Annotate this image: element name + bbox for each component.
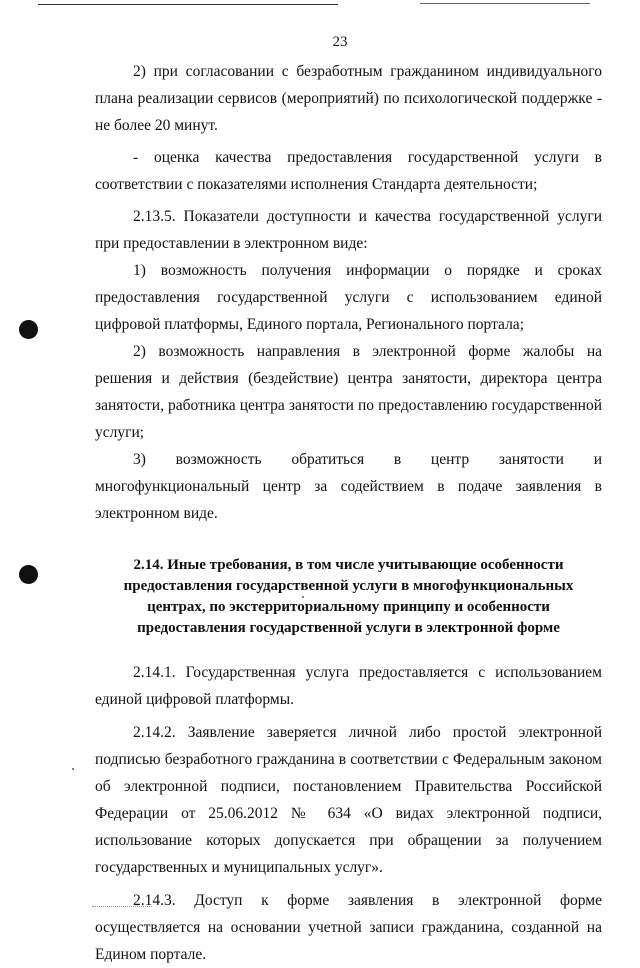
heading-line: предоставления государственной услуги в многофункциональных <box>123 578 574 594</box>
paragraph-item-2: 2) при согласовании с безработным гражданином индивидуального плана реализации сервисов (мероприятий) по психологической поддержке - не более 20 минут. <box>95 63 602 134</box>
punch-hole-upper <box>19 320 38 339</box>
heading-line: предоставления государственной услуги в электронной форме <box>137 620 560 636</box>
paragraph-item-1: 1) возможность получения информации о порядке и сроках предоставления государственной услуги с использованием единой цифровой платформы, Единого портала, Регионального портала; <box>95 262 602 333</box>
paragraph-quality-assessment: - оценка качества предоставления государственной услуги в соответствии с показателями исполнения Стандарта деятельности; <box>95 149 602 193</box>
paragraph-2-14-2: 2.14.2. Заявление заверяется личной либо простой электронной подписью безработного гражданина в соответствии с Федеральным законом об электронной подписи, постановлением Правительства Российской Федерации от 25.06.2012 № 634 «О видах электронной подписи, использование которых допускается при обращении за получением государственных и муниципальных услуг». <box>95 724 602 876</box>
paragraph-2-14-1: 2.14.1. Государственная услуга предоставляется с использованием единой цифровой платформы. <box>95 664 602 708</box>
top-scan-line <box>38 4 338 5</box>
heading-line: 2.14. Иные требования, в том числе учитывающие особенности <box>133 557 564 573</box>
top-scan-line-right <box>420 3 590 4</box>
paragraph-2-13-5: 2.13.5. Показатели доступности и качества государственной услуги при предоставлении в электронном виде: <box>95 208 602 252</box>
paragraph-2-14-3: 2.14.3. Доступ к форме заявления в электронной форме осуществляется на основании учетной записи гражданина, созданной на Едином портале. <box>95 892 602 963</box>
paragraph-item-2-complaint: 2) возможность направления в электронной форме жалобы на решения и действия (бездействие) центра занятости, директора центра занятости, работника центра занятости по предоставлению государственной услуги; <box>95 343 602 441</box>
section-heading-2-14 <box>95 555 602 639</box>
document-body <box>95 58 602 968</box>
heading-line: центрах, по экстерриториальному принципу и особенности <box>147 599 550 615</box>
paragraph-item-3: 3) возможность обратиться в центр занятости и многофункциональный центр за содействием в подаче заявления в электронном виде. <box>95 451 602 522</box>
bottom-scan-line <box>92 906 152 907</box>
page-number: 23 <box>332 34 348 50</box>
scan-speck <box>72 768 74 770</box>
punch-hole-lower <box>19 565 38 584</box>
